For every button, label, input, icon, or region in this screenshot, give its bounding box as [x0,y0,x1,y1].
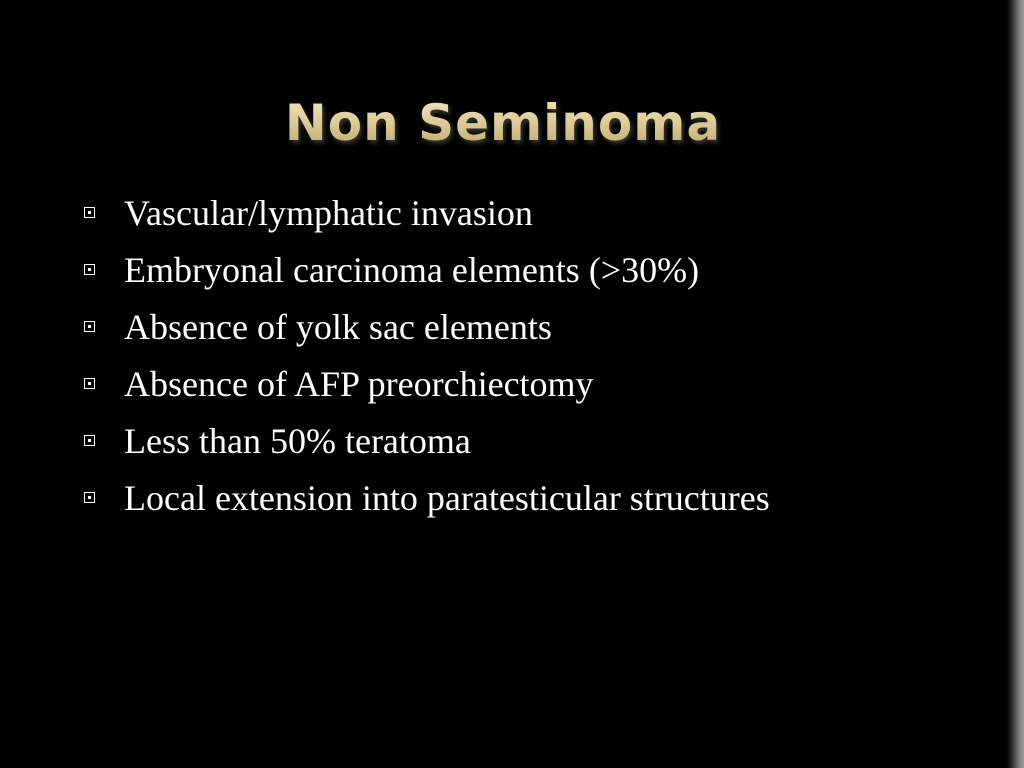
list-item [80,241,980,298]
bullet-text: Less than 50% teratoma [124,420,471,461]
slide-edge-shadow [1006,0,1024,768]
list-item [80,184,980,241]
bullet-text: Embryonal carcinoma elements (>30%) [124,249,700,290]
square-bullet-icon [84,378,95,389]
bullet-text: Absence of yolk sac elements [124,306,552,347]
bullet-text: Vascular/lymphatic invasion [124,192,533,233]
square-bullet-icon [84,321,95,332]
list-item [80,469,980,526]
square-bullet-icon [84,264,95,275]
square-bullet-icon [84,435,95,446]
square-bullet-icon [84,207,95,218]
list-item [80,355,980,412]
square-bullet-icon [84,492,95,503]
list-item [80,298,980,355]
bullet-text: Local extension into paratesticular structures [124,477,770,518]
list-item [80,412,980,469]
bullet-text: Absence of AFP preorchiectomy [124,363,594,404]
bullet-list [80,184,980,526]
slide-title: Non Seminoma [0,96,1006,151]
